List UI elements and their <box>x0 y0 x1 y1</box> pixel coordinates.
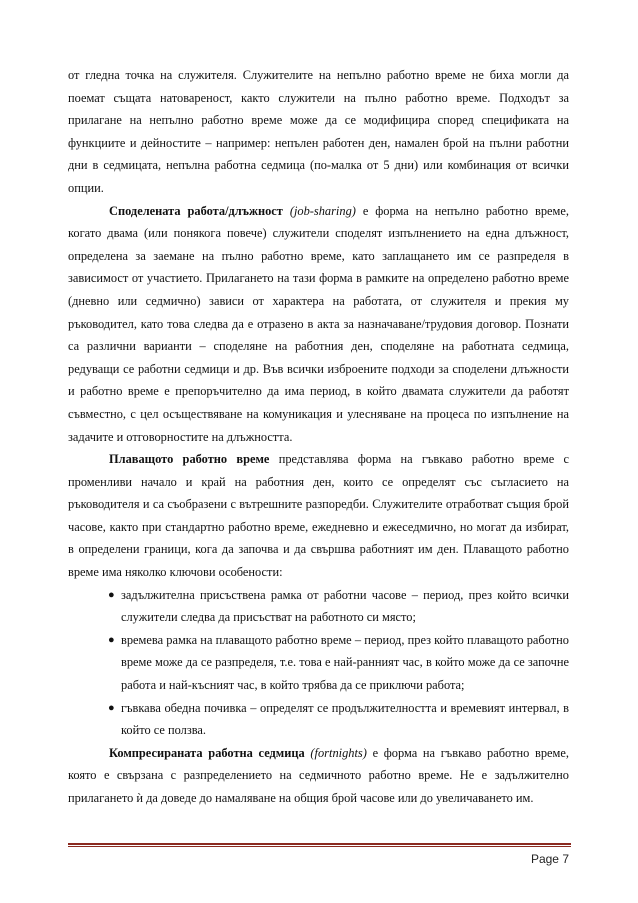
footer-rule <box>68 843 571 845</box>
paragraph-compressed-week-text: е форма на гъвкаво работно време, която е свързана с разпределението на седмичното работно време. Не е задължително прилагането ѝ да доведе до намаляване на общия брой часове или до увеличаването им. <box>68 745 569 805</box>
paragraph-job-sharing <box>68 200 569 449</box>
term-job-sharing: Споделената работа/длъжност <box>109 203 283 218</box>
list-item-text: гъвкава обедна почивка – определят се продължителността и времевият интервал, в който се ползва. <box>121 700 569 738</box>
term-compressed-week: Компресираната работна седмица <box>109 745 305 760</box>
paragraph-flexible-time-text: представлява форма на гъвкаво работно време с променливи начало и край на работния ден, които се определят със съгласието на ръководителя и са съобразени с вътрешните разпоредби. Служителите отработват същия брой часове, както при стандартно работно време, ежедневно и ежеседмично, но могат да избират, в определени граници, кога да започва и да свършва работният им ден. Плаващото работно време има няколко ключови особености: <box>68 452 570 580</box>
list-item-text: задължителна присъствена рамка от работни часове – период, през който всички служители следва да присъстват на работното си място; <box>121 587 569 625</box>
term-flexible-time: Плаващото работно време <box>109 452 270 467</box>
paragraph-job-sharing-text: е форма на непълно работно време, когато двама (или понякога повече) служители споделят изпълнението на една длъжност, определена за заемане на пълно работно време, като заплащането им се разпределя в зависимост от участието. Прилагането на тази форма в рамките на определено работно време (дневно или седмично) зависи от характера на работата, от служителя и прекия му ръководител, като това следва да е отразено в акта за назначаване/трудовия договор. Познати са различни варианти – споделяне на работния ден, споделяне на работната седмица, редуващи се работни седмици и др. Във всички изброените подходи за споделени длъжности и работно време е препоръчително да има период, в който двамата служители да работят съвместно, с цел осъществяване на комуникация и улесняване на процеса по изпълнение на задачите и отговорностите на длъжността. <box>68 203 569 444</box>
term-compressed-week-english: (fortnights) <box>310 745 367 760</box>
term-job-sharing-english: (job-sharing) <box>289 203 356 218</box>
list-item <box>68 629 569 697</box>
paragraph-compressed-week <box>68 742 569 810</box>
list-item <box>68 697 569 742</box>
page-number: Page 7 <box>530 852 569 866</box>
bullet-icon: ● <box>108 633 115 646</box>
paragraph-continuation: от гледна точка на служителя. Служителите на непълно работно време не биха могли да поемат същата натовареност, както служители на пълно работно време. Подходът за прилагане на непълно работно време може да се модифицира според спецификата на функциите и дейностите – например: непълен работен ден, намален брой на пълни работни дни в седмицата, непълна работна седмица (по-малка от 5 дни) или комбинация от всички опции. <box>68 68 569 195</box>
paragraph-flexible-time <box>68 448 569 584</box>
list-item-text: времева рамка на плаващото работно време – период, през който плаващото работно време може да се разпределя, т.е. това е най-ранният час, в който може да се започне работа и най-късният час, в който трябва да се приключи работа; <box>121 632 569 693</box>
bullet-icon: ● <box>108 701 115 714</box>
body-text <box>68 64 569 810</box>
features-list <box>68 584 569 742</box>
bullet-icon: ● <box>108 588 115 601</box>
footer-rule-thin <box>68 846 571 847</box>
list-item <box>68 584 569 629</box>
